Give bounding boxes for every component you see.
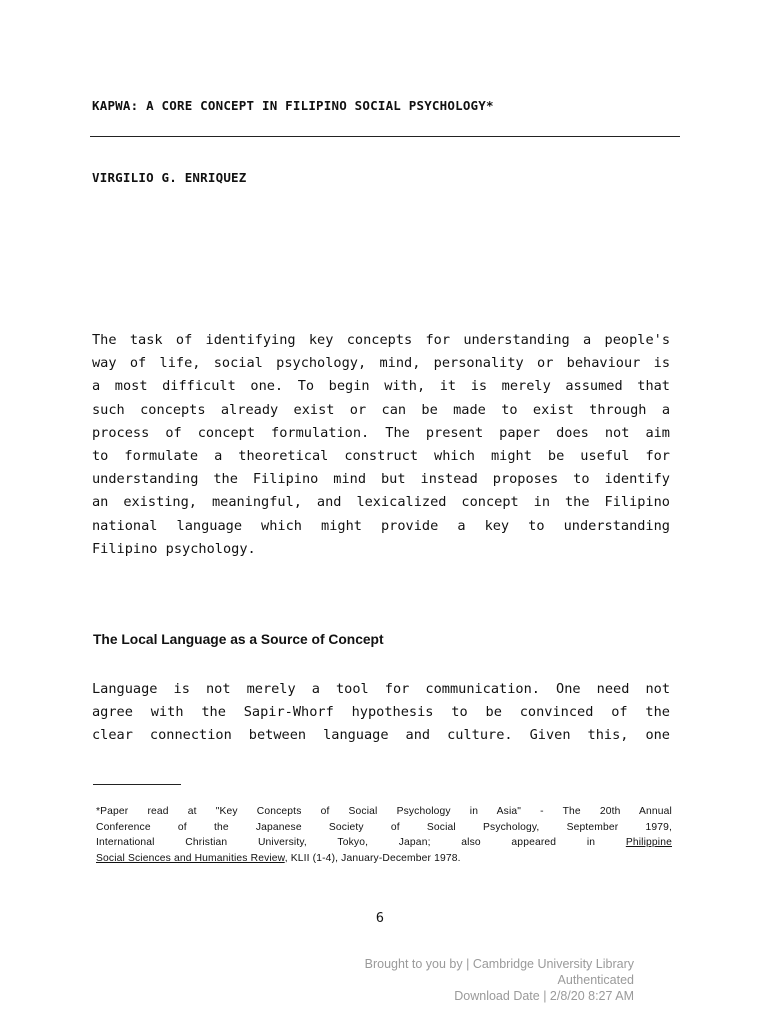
footnote-line: Conference of the Japanese Society of Social Psychology, September 1979, <box>96 821 672 833</box>
footnote-line: *Paper read at "Key Concepts of Social Psychology in Asia" - The 20th Annual <box>96 806 672 817</box>
intro-line: to formulate a theoretical construct which might be useful for <box>92 447 670 464</box>
section-line: agree with the Sapir-Whorf hypothesis to be convinced of the <box>92 704 670 721</box>
section-heading: The Local Language as a Source of Concept <box>93 632 384 647</box>
intro-line: way of life, social psychology, mind, personality or behaviour is <box>92 355 670 372</box>
intro-paragraph <box>92 329 670 561</box>
title-divider <box>90 136 680 137</box>
intro-line: an existing, meaningful, and lexicalized concept in the Filipino <box>92 494 670 511</box>
author-name: VIRGILIO G. ENRIQUEZ <box>92 170 247 185</box>
footnote-text: International Christian University, Tokyo, Japan; also appeared in <box>96 837 626 848</box>
intro-line: process of concept formulation. The present paper does not aim <box>92 424 670 441</box>
intro-line: such concepts already exist or can be made to exist through a <box>92 401 670 418</box>
footnote-text: , KLII (1-4), January-December 1978. <box>284 852 461 864</box>
journal-title-part1: Philippine <box>625 837 672 848</box>
footnote-line <box>96 851 672 867</box>
intro-line: a most difficult one. To begin with, it is merely assumed that <box>92 378 670 395</box>
section-line: Language is not merely a tool for communication. One need not <box>92 681 670 697</box>
journal-title-part2: Social Sciences and Humanities Review <box>96 852 285 864</box>
section-line: clear connection between language and culture. Given this, one <box>92 727 670 744</box>
page-number: 6 <box>375 910 385 926</box>
paper-title: KAPWA: A CORE CONCEPT IN FILIPINO SOCIAL PSYCHOLOGY* <box>92 98 494 113</box>
footnote-line <box>96 835 672 851</box>
intro-line: national language which might provide a key to understanding <box>92 517 670 534</box>
watermark-provider: Brought to you by | Cambridge University Library <box>364 957 634 971</box>
intro-line: The task of identifying key concepts for understanding a people's <box>92 332 670 348</box>
access-watermark <box>365 956 634 1005</box>
footnote <box>96 804 672 866</box>
section-paragraph <box>92 678 670 748</box>
footnote-divider <box>93 784 181 785</box>
intro-line: Filipino psychology. <box>92 540 256 557</box>
watermark-date: Download Date | 2/8/20 8:27 AM <box>454 989 634 1004</box>
watermark-status: Authenticated <box>557 973 634 988</box>
intro-line: understanding the Filipino mind but instead proposes to identify <box>92 471 670 488</box>
